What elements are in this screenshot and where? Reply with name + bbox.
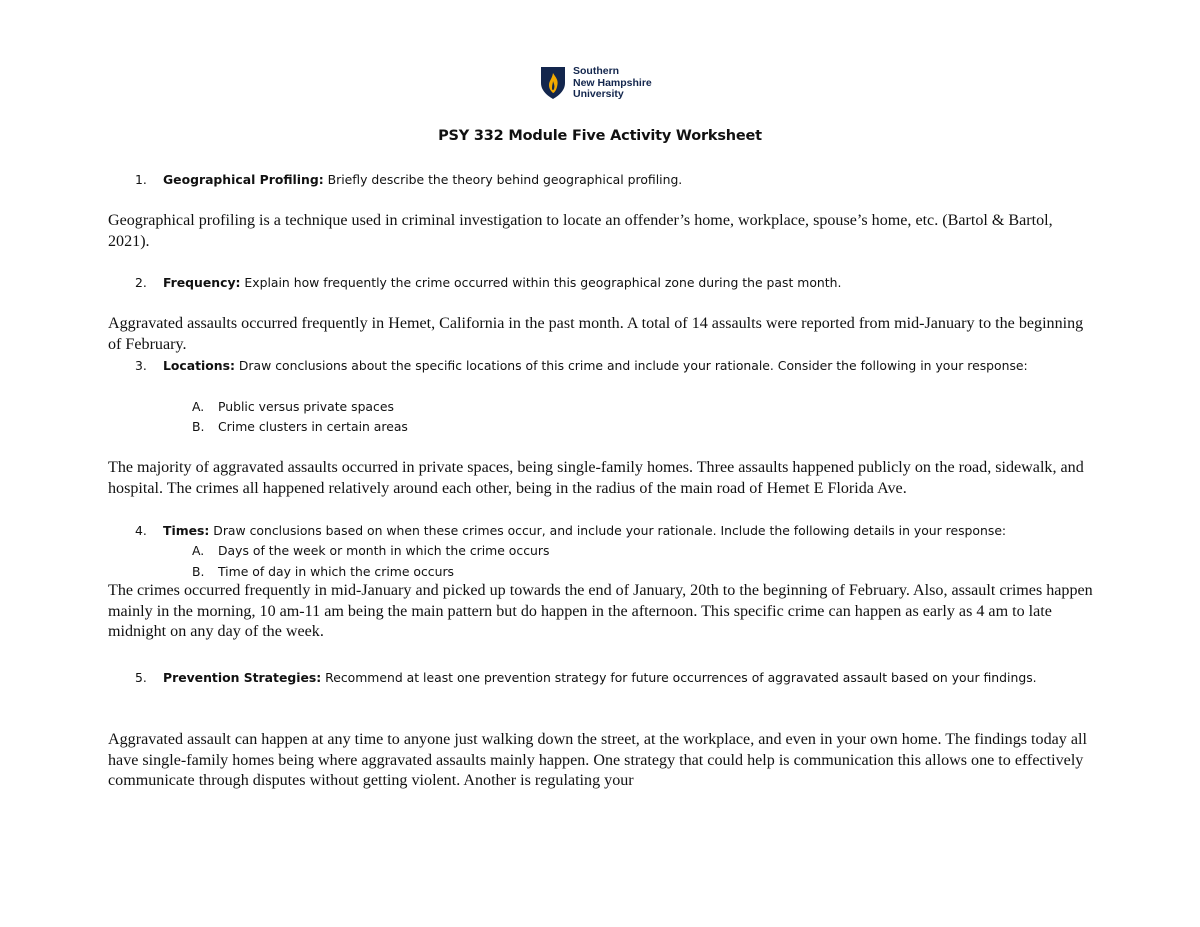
subitem-text: Public versus private spaces: [218, 399, 394, 414]
subitem-label: B.: [192, 564, 205, 579]
answer-2: Aggravated assaults occurred frequently in Hemet, California in the past month. A total of 14 assaults were reported from mid-January to the beginning of February.: [108, 315, 1084, 353]
question-4: [135, 522, 1083, 540]
question-number: 3.: [135, 358, 147, 373]
logo-line-2: New Hampshire: [573, 76, 652, 89]
subitem-3a: [192, 398, 394, 416]
answer-5: Aggravated assault can happen at any time to anyone just walking down the street, at the workplace, and even in your own home. The findings today all have single-family homes being where aggravated assaults mainly happen. One strategy that could help is communication this allows one to effectively communicate through disputes without getting violent. Another is regulating your: [108, 731, 1087, 790]
question-heading: Frequency:: [163, 275, 241, 290]
subitem-text: Crime clusters in certain areas: [218, 419, 408, 434]
logo-line-1: Southern: [573, 65, 620, 77]
question-number: 5.: [135, 670, 147, 685]
question-prompt: Draw conclusions based on when these crimes occur, and include your rationale. Include the following details in your response:: [209, 523, 1007, 538]
university-logo: [540, 66, 652, 101]
question-heading: Locations:: [163, 358, 235, 373]
question-prompt: Draw conclusions about the specific locations of this crime and include your rationale. Consider the following in your response:: [234, 358, 1028, 373]
subitem-4a: [192, 542, 550, 560]
question-prompt: Briefly describe the theory behind geographical profiling.: [323, 172, 683, 187]
question-number: 2.: [135, 275, 147, 290]
question-heading: Prevention Strategies:: [163, 670, 322, 685]
subitem-text: Time of day in which the crime occurs: [218, 564, 455, 579]
question-heading: Geographical Profiling:: [163, 172, 324, 187]
logo-line-3: University: [573, 88, 624, 100]
answer-4: The crimes occurred frequently in mid-January and picked up towards the end of January, 20th to the beginning of February. Also, assault crimes happen mainly in the morning, 10 am-11 am being the main pattern but do happen in the afternoon. This specific crime can happen as early as 4 am to late midnight on any day of the week.: [108, 582, 1093, 641]
subitem-text: Days of the week or month in which the crime occurs: [218, 543, 550, 558]
question-3: [135, 357, 1043, 375]
question-2: [135, 274, 1063, 292]
answer-1: Geographical profiling is a technique used in criminal investigation to locate an offender’s home, workplace, spouse’s home, etc. (Bartol & Bartol, 2021).: [108, 212, 1053, 250]
subitem-label: B.: [192, 419, 205, 434]
question-5: [135, 669, 1043, 687]
question-prompt: Explain how frequently the crime occurred within this geographical zone during the past month.: [240, 275, 842, 290]
flame-shield-icon: [540, 66, 566, 100]
answer-3: The majority of aggravated assaults occurred in private spaces, being single-family homes. Three assaults happened publicly on the road, sidewalk, and hospital. The crimes all happened relatively around each other, being in the radius of the main road of Hemet E Florida Ave.: [108, 459, 1084, 497]
page-title: PSY 332 Module Five Activity Worksheet: [438, 128, 762, 144]
subitem-label: A.: [192, 543, 205, 558]
question-number: 1.: [135, 172, 147, 187]
subitem-3b: [192, 418, 408, 436]
question-prompt: Recommend at least one prevention strategy for future occurrences of aggravated assault based on your findings.: [321, 670, 1037, 685]
question-heading: Times:: [163, 523, 210, 538]
subitem-4b: [192, 563, 455, 581]
question-number: 4.: [135, 523, 147, 538]
question-1: [135, 171, 1063, 189]
subitem-label: A.: [192, 399, 205, 414]
logo-wordmark: [573, 66, 652, 101]
